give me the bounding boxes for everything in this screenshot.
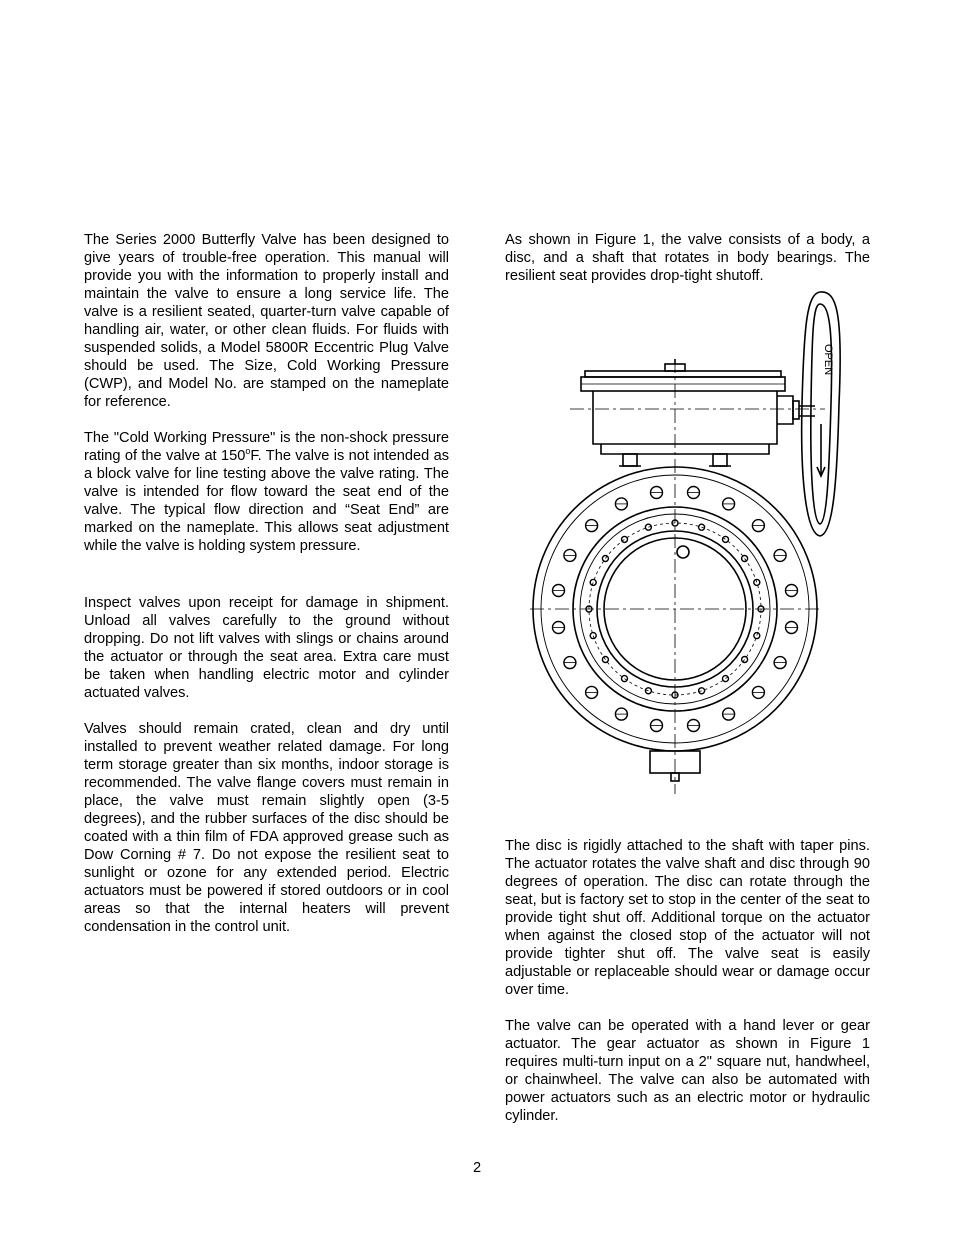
cwp-text-before: The "Cold Working Pressure" is the non-shock pressure rating of the valve at 150 [84,430,449,464]
seat-retainer-screw [602,556,608,562]
seat-retainer-screw [699,688,705,694]
inspect-paragraph: Inspect valves upon receipt for damage in shipment. Unload all valves carefully to the ground without dropping. Do not lift valves with slings or chains around the actuator or through the seat area. Extra care must be taken when handling electric motor and cylinder actuated valves. [84,595,449,701]
valve-figure [515,284,845,804]
intro-paragraph: The Series 2000 Butterfly Valve has been designed to give years of trouble-free operation. This manual will provide you with the information to properly install and maintain the valve to ensure a long service life. The valve is a resilient seated, quarter-turn valve capable of handling air, water, or other clean fluids. For fluids with suspended solids, a Model 5800R Eccentric Plug Valve should be used. The Size, Cold Working Pressure (CWP), and Model No. are stamped on the nameplate for reference. [84,232,449,410]
gear-actuator-body [581,359,799,454]
disc-paragraph: The disc is rigidly attached to the shaft with taper pins. The actuator rotates the valve shaft and disc through 90 degrees of operation. The disc can rotate through the seat, but is factory set to stop in the center of the seat to provide tight shut off. Additional torque on the actuator when against the closed stop of the actuator will not provide tighter shut off. The valve seat is easily adjustable or replaceable should wear or damage occur over time. [505,838,870,998]
seat-retainer-screw [742,657,748,663]
disc-pin-hole [677,546,689,558]
cwp-text-after: F. The valve is not intended as a block valve for line testing above the valve rating. The valve is intended for flow toward the seat end of the valve. The typical flow direction and “Seat End” are marked on the nameplate. This allows seat adjustment while the valve is holding system pressure. [84,448,449,554]
handwheel-label: OPEN [822,344,834,376]
left-column [84,231,449,936]
figure-intro-paragraph: As shown in Figure 1, the valve consists of a body, a disc, and a shaft that rotates in body bearings. The resilient seat provides drop-tight shutoff. [505,232,870,284]
operation-paragraph: The valve can be operated with a hand lever or gear actuator. The gear actuator as shown in Figure 1 requires multi-turn input on a 2" square nut, handwheel, or chainwheel. The valve can also be automated with power actuators such as an electric motor or hydraulic cylinder. [505,1018,870,1124]
seat-retainer-screw [645,688,651,694]
right-column [505,231,870,285]
seat-retainer-screw [699,524,705,530]
cwp-paragraph [84,429,449,555]
degree-superscript: o [245,446,251,457]
seat-retainer-screw [645,524,651,530]
handwheel [799,292,840,536]
page-number: 2 [472,1160,482,1176]
seat-retainer-screw [742,556,748,562]
seat-retainer-screw [602,657,608,663]
seat-retainer-screw [754,633,760,639]
storage-paragraph: Valves should remain crated, clean and dry until installed to prevent weather related damage. For long term storage greater than six months, indoor storage is recommended. The valve flange covers must remain in place, the valve must remain slightly open (3-5 degrees), and the rubber surfaces of the disc should be coated with a thin film of FDA approved grease such as Dow Corning # 7. Do not expose the resilient seat to sunlight or ozone for any extended period. Electric actuators must be powered if stored outdoors or in cool areas so that the internal heaters will prevent condensation in the control unit. [84,721,449,935]
